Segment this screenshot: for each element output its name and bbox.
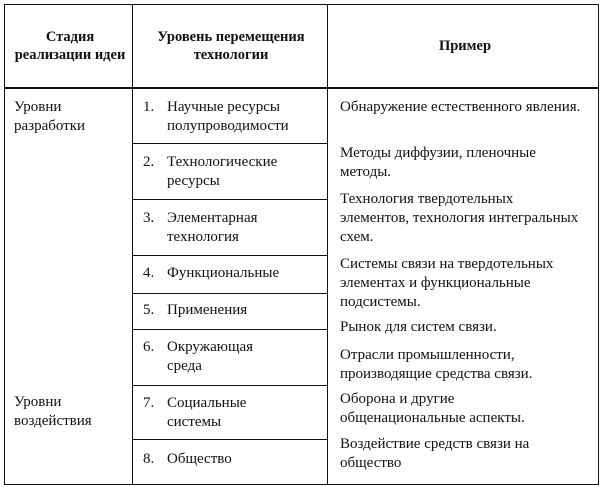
level-item-1: 1. Научные ресурсы полупроводимости [143, 99, 289, 134]
row-divider [132, 255, 328, 256]
column-divider-2 [327, 4, 328, 485]
header-divider [4, 87, 599, 89]
level-item-8: 8. Общество [143, 451, 232, 467]
row-divider [132, 385, 328, 386]
example-1: Обнаружение естественного явления. [340, 99, 581, 115]
column-divider-1 [132, 4, 133, 485]
example-4: Системы связи на твердотельных элементах и функциональные подсистемы. [340, 256, 554, 310]
stage-development: Уровни разработки [14, 99, 86, 134]
example-6: Отрасли промышленности, производящие средства связи. [340, 347, 533, 382]
level-item-5: 5. Применения [143, 302, 248, 318]
header-stage: Стадия реализации идеи [14, 29, 126, 63]
level-item-7: 7. Социальные системы [143, 395, 247, 430]
level-item-3: 3. Элементарная технология [143, 210, 258, 245]
row-divider [132, 439, 328, 440]
level-item-2: 2. Технологические ресурсы [143, 154, 278, 189]
row-divider [132, 199, 328, 200]
row-divider [132, 143, 328, 144]
example-7: Оборона и другие общенациональные аспекты. [340, 391, 525, 426]
header-level: Уровень перемещения технологии [157, 29, 305, 63]
level-item-6: 6. Окружающая среда [143, 339, 254, 374]
row-divider [132, 293, 328, 294]
header-example: Пример [438, 38, 492, 54]
example-3: Технология твердотельных элементов, технология интегральных схем. [340, 191, 579, 245]
stage-impact: Уровни воздействия [14, 394, 92, 429]
example-5: Рынок для систем связи. [340, 319, 497, 335]
example-2: Методы диффузии, пленочные методы. [340, 145, 536, 180]
level-item-4: 4. Функциональные [143, 265, 280, 281]
example-8: Воздействие средств связи на общество [340, 436, 530, 471]
row-divider [132, 329, 328, 330]
